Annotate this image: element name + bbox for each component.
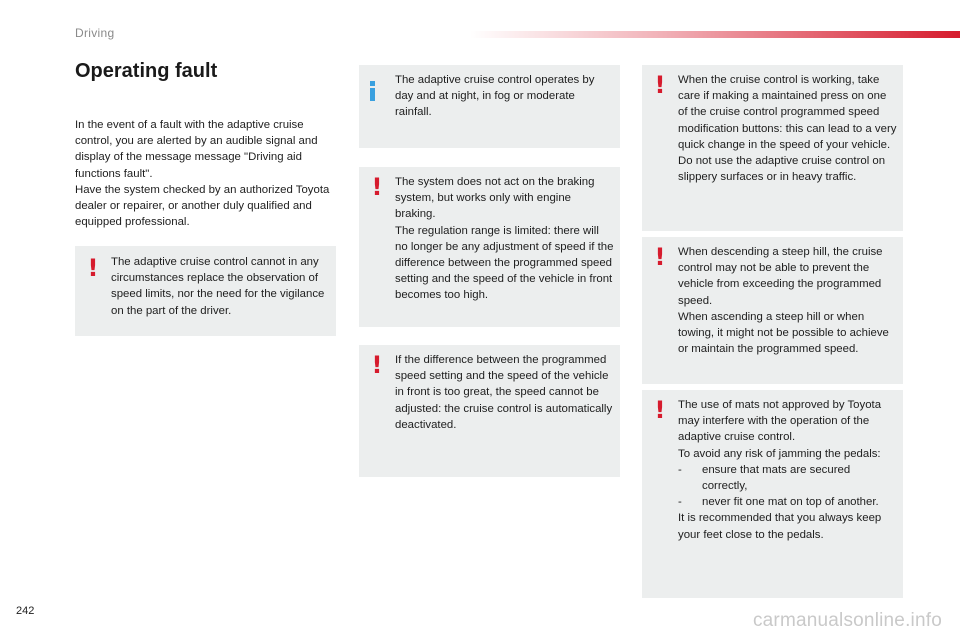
warning-icon: !	[371, 173, 383, 201]
note-paragraph: It is recommended that you always keep your feet close to the pedals.	[678, 512, 882, 541]
note-paragraph: The adaptive cruise control cannot in any circumstances replace the observation of speed limits, nor the need for the vigilance on the part of the driver.	[111, 256, 325, 317]
note-paragraph: The system does not act on the braking system, but works only with engine braking.	[395, 176, 595, 221]
section-label: Driving	[75, 26, 115, 40]
intro-paragraph: Have the system checked by an authorized Toyota dealer or repairer, or another duly qualified and equipped professional.	[75, 183, 330, 229]
info-text	[395, 72, 614, 121]
warning-box-hill	[642, 237, 903, 384]
warning-box-braking	[359, 167, 620, 327]
list-item	[678, 494, 897, 510]
info-icon	[366, 81, 380, 101]
bullet-dash: -	[678, 496, 682, 509]
warning-icon: !	[371, 351, 383, 379]
warning-text	[678, 244, 897, 357]
warning-text	[395, 352, 614, 433]
warning-box-difference	[359, 345, 620, 477]
note-paragraph: If the difference between the programmed speed setting and the speed of the vehicle in front is too great, the speed cannot be adjusted: the cruise control is automatically deactivated.	[395, 354, 613, 431]
list-item	[678, 462, 897, 494]
page-title: Operating fault	[75, 60, 218, 82]
bullet-text: ensure that mats are secured correctly,	[702, 463, 851, 493]
warning-box-limits	[75, 246, 336, 336]
warning-icon: !	[654, 243, 666, 271]
bullet-text: never fit one mat on top of another.	[702, 496, 879, 509]
warning-box-working	[642, 65, 903, 231]
intro-paragraph: In the event of a fault with the adaptive cruise control, you are alerted by an audible signal and display of the message message "Driving aid functions fault".	[75, 119, 318, 180]
page-number: 242	[16, 605, 35, 617]
note-paragraph: The adaptive cruise control operates by day and at night, in fog or moderate rainfall.	[395, 74, 595, 119]
warning-text	[395, 174, 614, 304]
warning-box-mats	[642, 390, 903, 598]
intro-text	[75, 117, 335, 230]
note-paragraph: Do not use the adaptive cruise control on slippery surfaces or in heavy traffic.	[678, 155, 886, 184]
note-paragraph: When ascending a steep hill or when towing, it might not be possible to achieve or maintain the programmed speed.	[678, 310, 889, 356]
watermark: carmanualsonline.info	[752, 610, 942, 631]
warning-icon: !	[654, 71, 666, 99]
note-paragraph: The use of mats not approved by Toyota may interfere with the operation of the adaptive cruise control.	[678, 399, 882, 444]
header-accent-bar	[470, 31, 960, 38]
bullet-dash: -	[678, 463, 682, 476]
warning-icon: !	[654, 396, 666, 424]
warning-icon: !	[87, 254, 99, 282]
info-box-day-night	[359, 65, 620, 148]
note-paragraph: To avoid any risk of jamming the pedals:	[678, 447, 881, 460]
warning-text	[678, 397, 897, 543]
note-paragraph: The regulation range is limited: there will no longer be any adjustment of speed if the difference between the programmed speed setting and the speed of the vehicle in front becomes too high.	[395, 224, 614, 302]
note-paragraph: When descending a steep hill, the cruise control may not be able to prevent the vehicle from exceeding the programmed speed.	[678, 246, 883, 307]
note-paragraph: When the cruise control is working, take care if making a maintained press on one of the cruise control programmed speed modification buttons: this can lead to a very quick change in the speed of your vehicle.	[678, 74, 897, 151]
warning-text	[111, 254, 330, 319]
warning-text	[678, 72, 897, 185]
